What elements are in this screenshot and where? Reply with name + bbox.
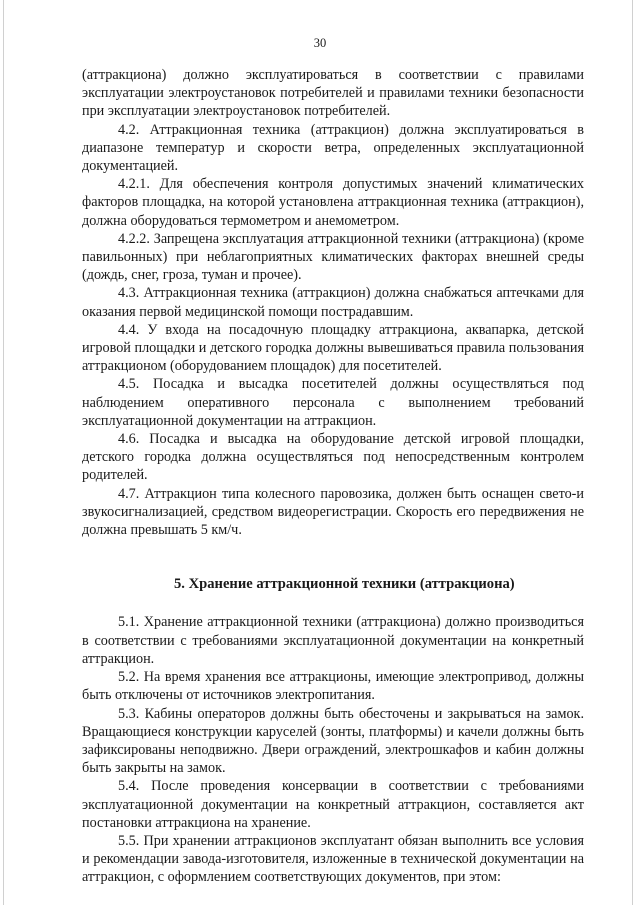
paragraph-5-4: 5.4. После проведения консервации в соответствии с требованиями эксплуатационной документации на конкретный аттракцион, составляется акт постановки аттракциона на хранение. [82,778,584,831]
paragraph-4-2-2: 4.2.2. Запрещена эксплуатация аттракционной техники (аттракциона) (кроме павильонных) при неблагоприятных климатических факторах внешней среды (дождь, снег, гроза, туман и прочее). [82,230,584,284]
paragraph-4-5: 4.5. Посадка и высадка посетителей должны осуществляться под наблюдением оперативного персонала с выполнением требований эксплуатационной документации на аттракцион. [82,376,584,429]
paragraph-4-3: 4.3. Аттракционная техника (аттракцион) должна снабжаться аптечками для оказания первой медицинской помощи пострадавшим. [82,285,584,320]
paragraph-4-6: 4.6. Посадка и высадка на оборудование детской игровой площадки, детского городка должна осуществляться под непосредственным контролем родителей. [82,431,584,484]
paragraph-continuation: (аттракциона) должно эксплуатироваться в соответствии с правилами эксплуатации электроустановок потребителей и правилами техники безопасности при эксплуатации электроустановок потребителей. [82,67,584,120]
scan-edge-right [632,0,633,905]
paragraph-4-4: 4.4. У входа на посадочную площадку аттракциона, аквапарка, детской игровой площадки и детского городка должны вывешиваться правила пользования аттракционом (оборудованием площадок) для посетителей. [82,321,584,375]
paragraph-4-7: 4.7. Аттракцион типа колесного паровозика, должен быть оснащен свето-и звукосигнализацией, средством видеорегистрации. Скорость его передвижения не должна превышать 5 км/ч. [82,485,584,539]
section-heading: 5. Хранение аттракционной техники (аттракциона) [174,576,515,593]
paragraph-4-2-1: 4.2.1. Для обеспечения контроля допустимых значений климатических факторов площадка, на которой установлена аттракционная техника (аттракцион), должна оборудоваться термометром и анемометром. [82,176,584,229]
paragraph-5-3: 5.3. Кабины операторов должны быть обесточены и закрываться на замок. Вращающиеся конструкции каруселей (зонты, платформы) и качели должны быть зафиксированы неподвижно. Двери ограждений, электрошкафов и кабин должны быть закрыты на замок. [82,705,584,777]
document-body [82,66,584,887]
paragraph-5-2: 5.2. На время хранения все аттракционы, имеющие электропривод, должны быть отключены от источников электропитания. [82,669,584,704]
paragraph-5-5: 5.5. При хранении аттракционов эксплуатант обязан выполнить все условия и рекомендации завода-изготовителя, изложенные в технической документации на аттракцион, с оформлением соответствующих документов, при этом: [82,832,584,886]
scan-edge-left [3,0,4,905]
paragraph-4-2: 4.2. Аттракционная техника (аттракцион) должна эксплуатироваться в диапазоне температур и скорости ветра, определенных эксплуатационной документацией. [82,121,584,175]
page-number: 30 [313,36,327,50]
paragraph-5-1: 5.1. Хранение аттракционной техники (аттракциона) должно производиться в соответствии с требованиями эксплуатационной документации на конкретный аттракцион. [82,614,584,667]
